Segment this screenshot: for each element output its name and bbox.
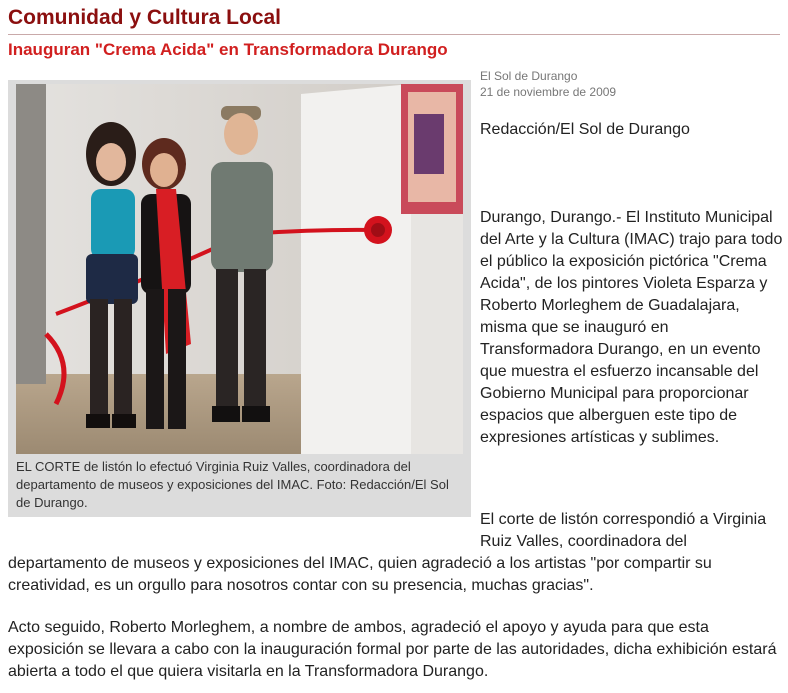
section-header: [8, 4, 780, 35]
article-paragraph-3: Acto seguido, Roberto Morleghem, a nombre de ambos, agradeció el apoyo y ayuda para que esta exposición se llevara a cabo con la inauguración formal por parte de las autoridades, dicha exhibición estará abierta a todo el que quiera visitarla en la Transformadora Durango.: [8, 619, 777, 680]
source-name: El Sol de Durango: [480, 69, 578, 83]
section-title: Comunidad y Cultura Local: [8, 6, 282, 29]
article-paragraph-1: Durango, Durango.- El Instituto Municipal del Arte y la Cultura (IMAC) trajo para todo el público la exposición pictórica "Crema Acida", de los pintores Violeta Esparza y Roberto Morleghem de Guadalajara, misma que se inauguró en Transformadora Durango, en un evento que muestra el esfuerzo incansable del Gobierno Municipal para proporcionar espacios que alberguen este tipo de expresiones artísticas y sublimes.: [480, 209, 783, 446]
publish-date: 21 de noviembre de 2009: [480, 85, 617, 99]
article-source: [480, 68, 616, 100]
article-photo: [16, 84, 463, 454]
photo-caption: EL CORTE de listón lo efectuó Virginia Ruiz Valles, coordinadora del departamento de museos y exposiciones del IMAC. Foto: Redacción/El Sol de Durango.: [16, 459, 449, 510]
article-paragraph-2-rest: departamento de museos y exposiciones del IMAC, quien agradeció a los artistas "por compartir su creatividad, es un orgullo para nosotros contar con su presencia, muchas gracias".: [8, 555, 712, 594]
photo-figure: [8, 80, 471, 517]
article-paragraph-2-start: El corte de listón correspondió a Virginia Ruiz Valles, coordinadora del: [480, 511, 767, 550]
article-headline[interactable]: Inauguran "Crema Acida" en Transformadora Durango: [8, 40, 448, 59]
article-byline: Redacción/El Sol de Durango: [480, 121, 690, 138]
